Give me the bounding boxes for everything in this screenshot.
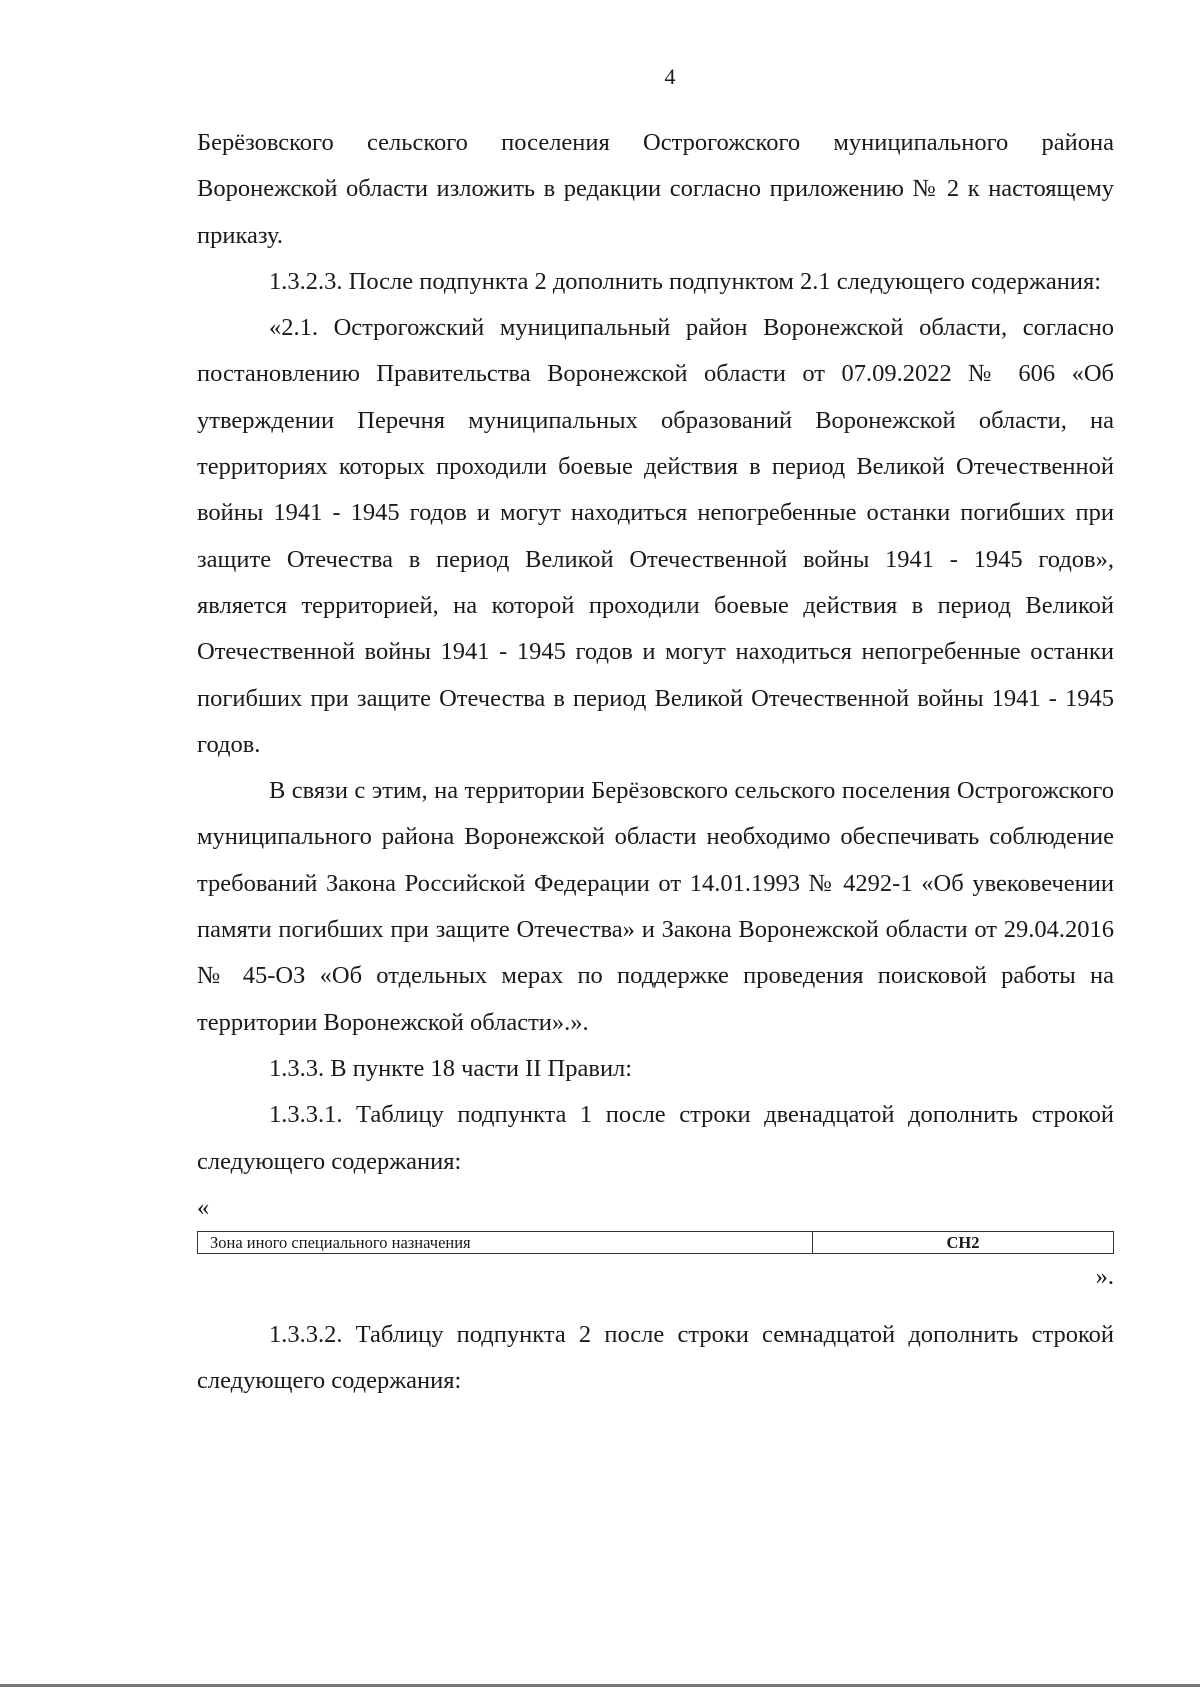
paragraph-1-3-2-3: 1.3.2.3. После подпункта 2 дополнить подпунктом 2.1 следующего содержания: bbox=[269, 267, 1102, 295]
scan-bottom-edge bbox=[0, 1684, 1200, 1687]
paragraph-continuation: Берёзовского сельского поселения Острогожского муниципального района Воронежской области изложить в редакции согласно приложению № 2 к настоящему приказу. bbox=[197, 129, 1114, 249]
paragraph-1-3-3-1: 1.3.3.1. Таблицу подпункта 1 после строки двенадцатой дополнить строкой следующего содержания: bbox=[197, 1101, 1114, 1175]
document-body bbox=[197, 120, 1114, 1404]
paragraph-2-1-quote: «2.1. Острогожский муниципальный район Воронежской области, согласно постановлению Правительства Воронежской области от 07.09.2022 № 606 «Об утверждении Перечня муниципальных образований Воронежской области, на территориях которых проходили боевые действия в период Великой Отечественной войны 1941 - 1945 годов и могут находиться непогребенные останки погибших при защите Отечества в период Великой Отечественной войны 1941 - 1945 годов», является территорией, на которой проходили боевые действия в период Великой Отечественной войны 1941 - 1945 годов и могут находиться непогребенные останки погибших при защите Отечества в период Великой Отечественной войны 1941 - 1945 годов. bbox=[197, 314, 1114, 758]
zone-table bbox=[197, 1231, 1114, 1254]
paragraph-in-this-regard: В связи с этим, на территории Берёзовского сельского поселения Острогожского муниципального района Воронежской области необходимо обеспечивать соблюдение требований Закона Российской Федерации от 14.01.1993 № 4292-1 «Об увековечении памяти погибших при защите Отечества» и Закона Воронежской области от 29.04.2016 № 45-ОЗ «Об отдельных мерах по поддержке проведения поисковой работы на территории Воронежской области».». bbox=[197, 777, 1114, 1036]
table-quote-close: ». bbox=[1095, 1262, 1114, 1290]
zone-code-cell: СН2 bbox=[813, 1231, 1114, 1253]
zone-name-cell: Зона иного специального назначения bbox=[198, 1231, 813, 1253]
paragraph-1-3-3-2: 1.3.3.2. Таблицу подпункта 2 после строки семнадцатой дополнить строкой следующего содержания: bbox=[197, 1320, 1114, 1395]
table-quote-open: « bbox=[197, 1193, 210, 1221]
paragraph-1-3-3: 1.3.3. В пункте 18 части II Правил: bbox=[269, 1054, 633, 1082]
table-row bbox=[198, 1231, 1114, 1253]
page-number: 4 bbox=[664, 64, 676, 89]
